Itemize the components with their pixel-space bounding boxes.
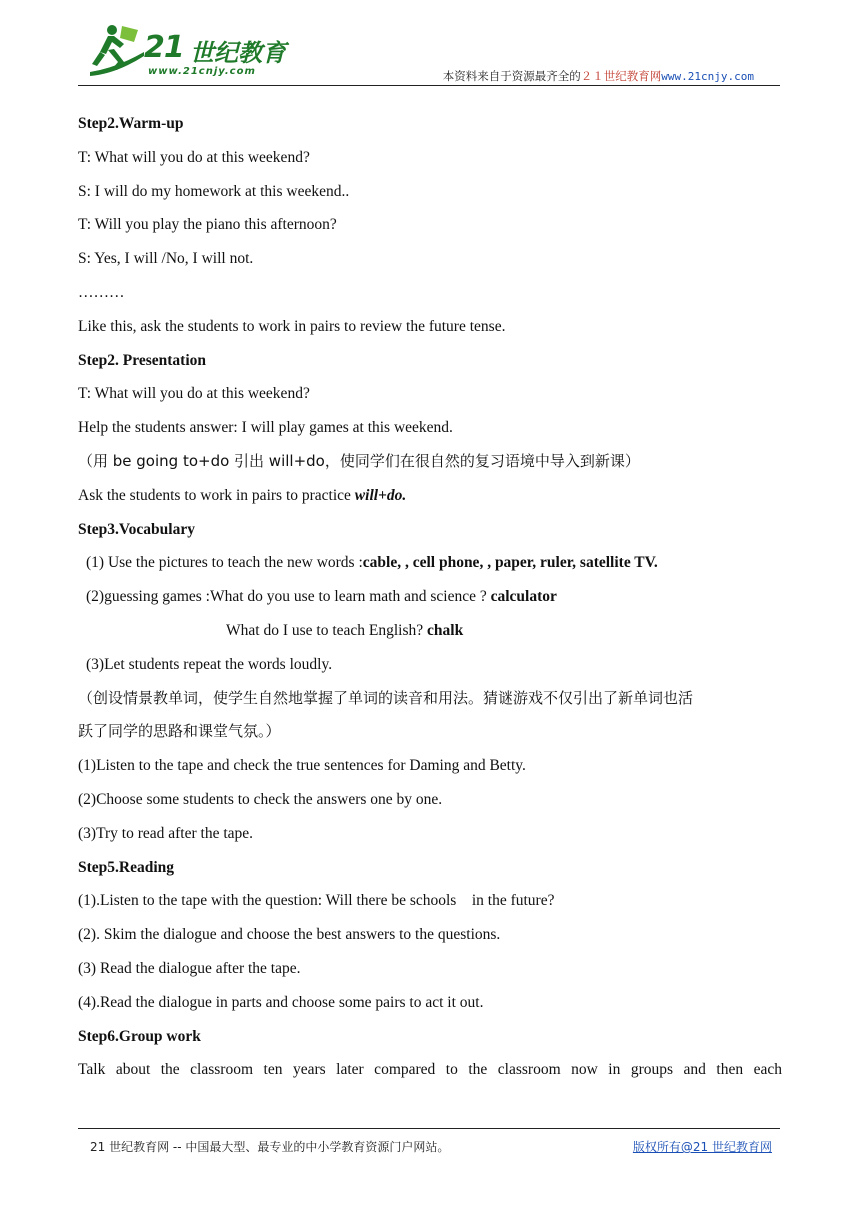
heading-warm-up: Step2.Warm-up xyxy=(78,115,184,132)
page-header xyxy=(78,18,780,86)
emphasis-text: will+do. xyxy=(354,486,407,504)
heading-reading: Step5.Reading xyxy=(78,858,175,876)
bold-words: cable, , cell phone, , paper, ruler, satellite TV. xyxy=(362,554,658,572)
paragraph: (3)Let students repeat the words loudly. xyxy=(86,655,333,673)
paragraph: (1)Listen to the tape and check the true sentences for Daming and Betty. xyxy=(78,757,526,775)
paragraph: T: What will you do at this weekend? xyxy=(78,385,310,403)
page-footer xyxy=(78,1128,780,1159)
paragraph: (3) Read the dialogue after the tape. xyxy=(78,959,301,977)
header-source-note xyxy=(443,68,754,84)
document-body xyxy=(78,107,782,1087)
paragraph: T: Will you play the piano this afternoon? xyxy=(78,216,337,234)
ellipsis: ……… xyxy=(78,283,125,301)
paragraph xyxy=(78,546,782,580)
runner-logo-icon xyxy=(86,22,146,80)
paragraph-text: What do I use to teach English? xyxy=(226,621,428,639)
header-note-prefix: 本资料来自于资源最齐全的 xyxy=(442,69,581,83)
header-note-site-name: ２１世纪教育网 xyxy=(580,69,662,83)
logo xyxy=(86,22,296,82)
heading-group-work: Step6.Group work xyxy=(78,1027,201,1045)
chinese-note: （创设情景教单词，使学生自然地掌握了单词的读音和用法。猜谜游戏不仅引出了新单词也活 xyxy=(78,688,694,707)
logo-number: 21 xyxy=(144,30,184,65)
paragraph: (2)Choose some students to check the answers one by one. xyxy=(78,790,443,808)
paragraph: (3)Try to read after the tape. xyxy=(78,824,254,842)
paragraph-text: (1) Use the pictures to teach the new words : xyxy=(86,554,363,572)
heading-vocabulary: Step3.Vocabulary xyxy=(78,520,195,538)
paragraph: (2). Skim the dialogue and choose the best answers to the questions. xyxy=(78,926,501,944)
paragraph: S: Yes, I will /No, I will not. xyxy=(78,250,254,268)
header-divider xyxy=(78,85,780,86)
bold-answer: calculator xyxy=(490,588,557,606)
heading-presentation: Step2. Presentation xyxy=(78,351,207,369)
footer-copyright-link[interactable]: 版权所有@21 世纪教育网 xyxy=(632,1140,772,1154)
paragraph: T: What will you do at this weekend? xyxy=(78,148,310,166)
paragraph xyxy=(78,479,782,513)
chinese-note: （用 be going to+do 引出 will+do，使同学们在很自然的复习语境中导入到新课） xyxy=(78,451,640,470)
paragraph-text: Ask the students to work in pairs to practice xyxy=(78,486,355,504)
paragraph: S: I will do my homework at this weekend.. xyxy=(78,182,350,200)
logo-url: www.21cnjy.com xyxy=(148,66,256,77)
paragraph: (4).Read the dialogue in parts and choose some pairs to act it out. xyxy=(78,993,484,1011)
paragraph xyxy=(78,580,782,614)
paragraph: Help the students answer: I will play games at this weekend. xyxy=(78,419,453,437)
paragraph: Like this, ask the students to work in pairs to review the future tense. xyxy=(78,317,506,335)
paragraph xyxy=(78,614,782,648)
paragraph-text: (2)guessing games :What do you use to learn math and science ? xyxy=(86,588,491,606)
header-note-url[interactable]: www.21cnjy.com xyxy=(661,70,754,83)
paragraph: Talk about the classroom ten years later compared to the classroom now in groups and then each xyxy=(78,1061,782,1079)
footer-site-description: 21 世纪教育网 -- 中国最大型、最专业的中小学教育资源门户网站。 xyxy=(90,1140,450,1154)
bold-answer: chalk xyxy=(427,621,464,639)
logo-chinese-title: 世纪教育 xyxy=(190,39,286,67)
chinese-note: 跃了同学的思路和课堂气氛。） xyxy=(78,722,281,741)
paragraph: (1).Listen to the tape with the question: Will there be schools in the future? xyxy=(78,892,555,910)
